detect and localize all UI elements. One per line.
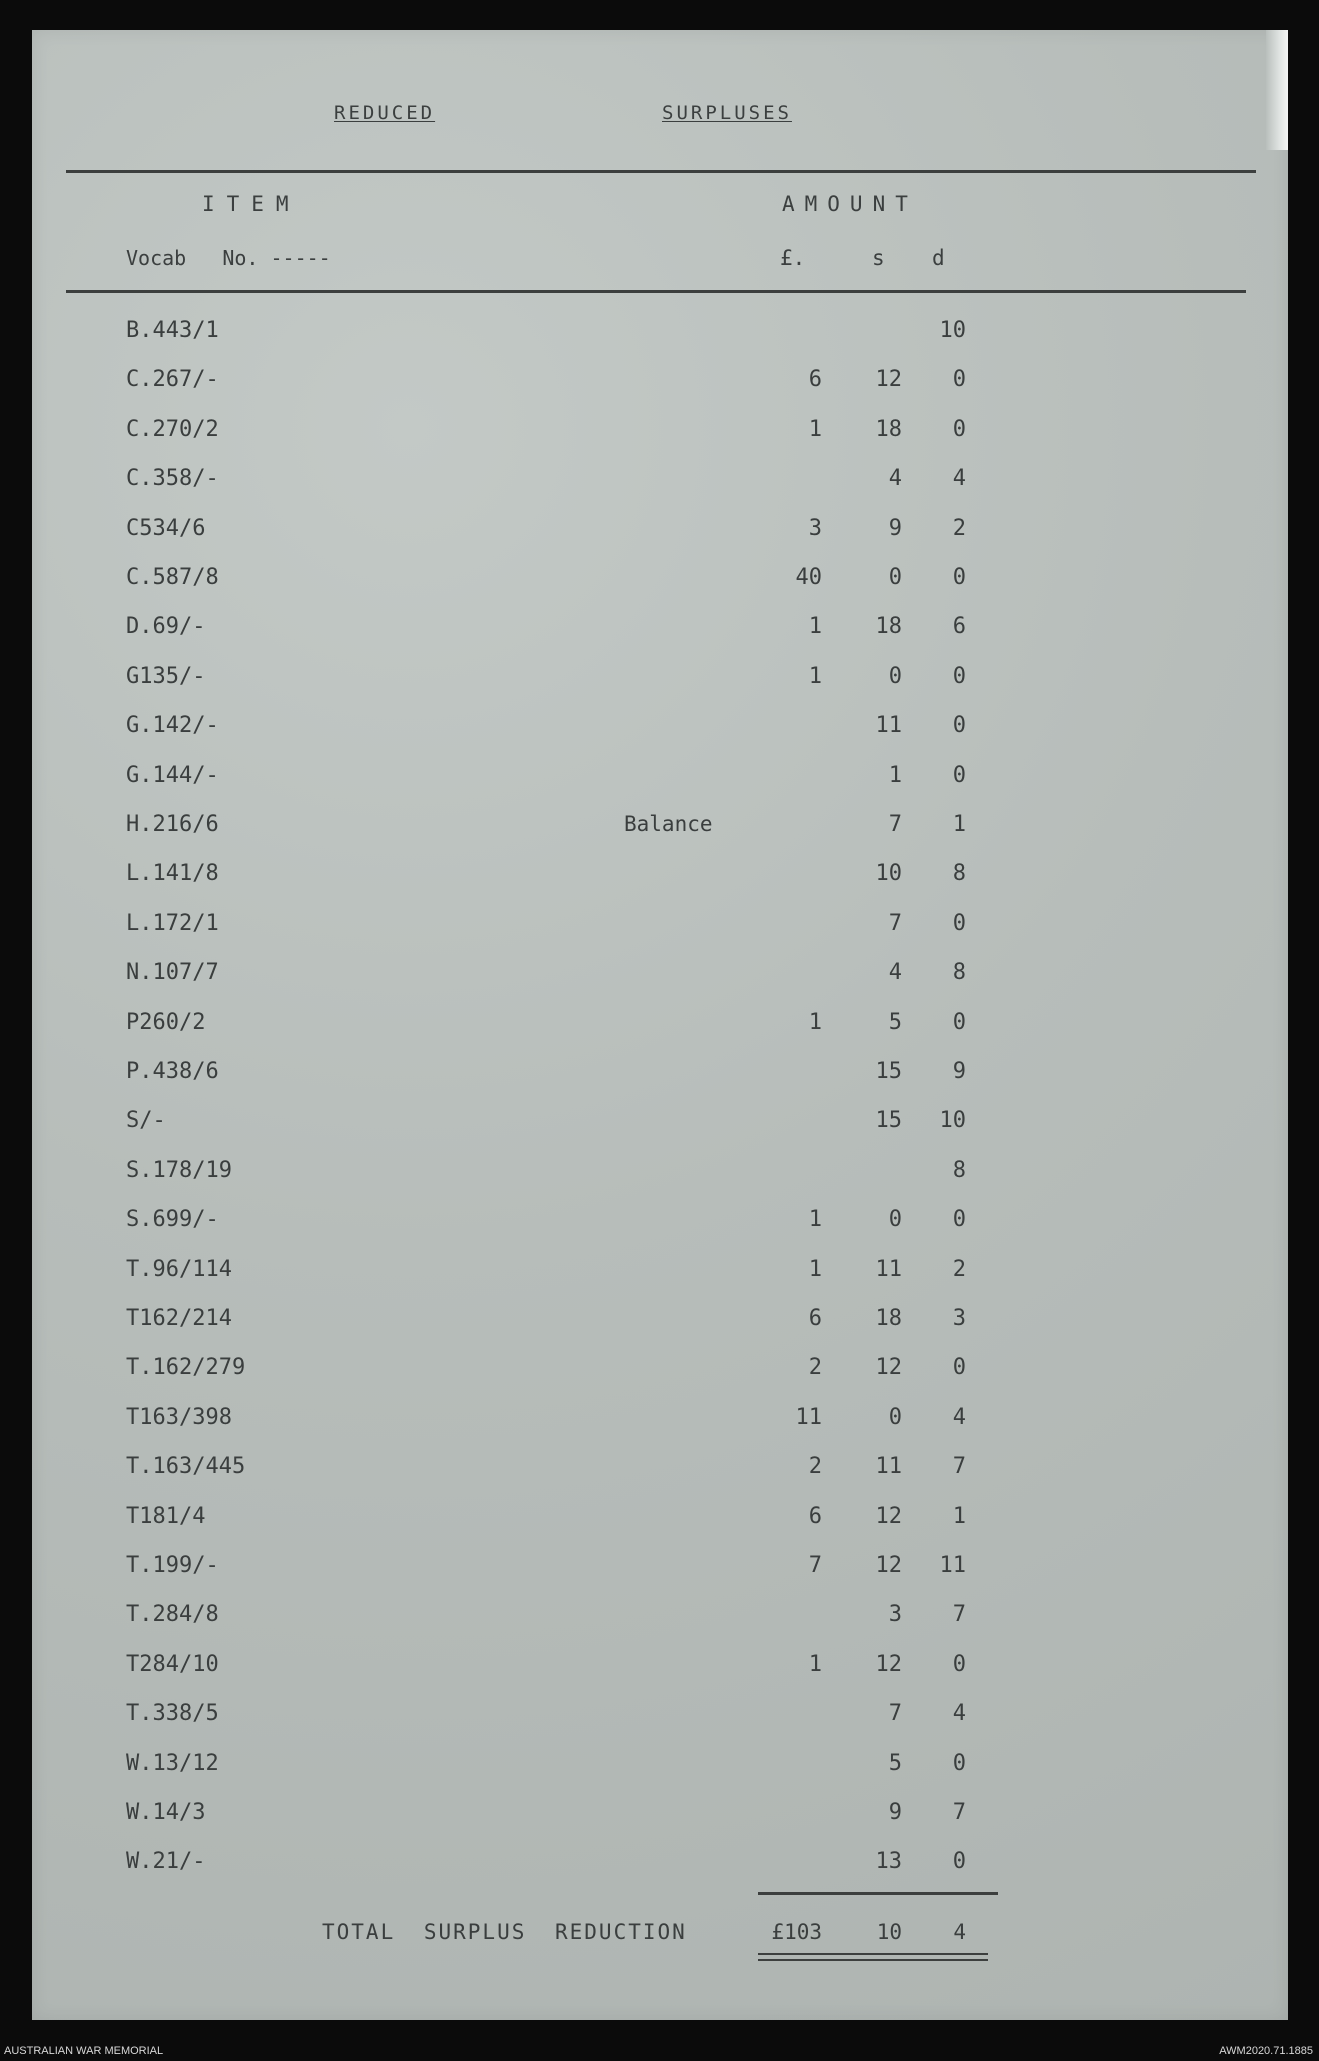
amount-pounds: 7 bbox=[808, 1553, 822, 1578]
item-code: H.216/6 bbox=[126, 812, 219, 837]
table-row bbox=[32, 1841, 1288, 1889]
item-code: T.163/445 bbox=[126, 1454, 246, 1480]
table-row bbox=[32, 1743, 1288, 1791]
amount-pounds: 1 bbox=[808, 1207, 822, 1233]
amount-pence: 2 bbox=[952, 1256, 966, 1282]
table-row bbox=[32, 1002, 1288, 1050]
item-code: B.443/1 bbox=[126, 318, 219, 343]
item-code: G135/- bbox=[126, 663, 206, 689]
amount-pence: 7 bbox=[952, 1602, 966, 1628]
item-code: G.144/- bbox=[126, 762, 219, 788]
table-row bbox=[32, 1051, 1288, 1099]
amount-shillings: 15 bbox=[875, 1059, 902, 1084]
amount-shillings: 11 bbox=[875, 713, 902, 739]
amount-pence: 9 bbox=[952, 1059, 966, 1084]
amount-pence: 0 bbox=[952, 1355, 966, 1381]
amount-shillings: 7 bbox=[888, 812, 902, 837]
amount-pounds: 1 bbox=[808, 614, 822, 640]
table-row bbox=[32, 409, 1288, 457]
item-code: T163/398 bbox=[126, 1404, 232, 1430]
item-code: L.141/8 bbox=[126, 861, 219, 887]
amount-pence: 8 bbox=[952, 1157, 966, 1183]
table-row bbox=[32, 705, 1288, 753]
amount-pounds: 1 bbox=[808, 416, 822, 442]
amount-pence: 7 bbox=[952, 1454, 966, 1480]
item-code: T.162/279 bbox=[126, 1355, 246, 1381]
table-row bbox=[32, 606, 1288, 654]
item-code: T.284/8 bbox=[126, 1602, 219, 1628]
header-item: ITEM bbox=[202, 192, 301, 216]
amount-shillings: 13 bbox=[875, 1849, 902, 1875]
amount-pence: 0 bbox=[952, 416, 966, 442]
item-code: C.587/8 bbox=[126, 565, 219, 590]
amount-pounds: 2 bbox=[808, 1355, 822, 1381]
title-surpluses: SURPLUSES bbox=[662, 102, 792, 124]
amount-pounds: 2 bbox=[808, 1454, 822, 1480]
amount-shillings: 11 bbox=[875, 1256, 902, 1282]
table-row bbox=[32, 1693, 1288, 1741]
table-row bbox=[32, 1397, 1288, 1445]
item-code: T.338/5 bbox=[126, 1701, 219, 1727]
footer-accession-number: AWM2020.71.1885 bbox=[1219, 2045, 1313, 2057]
item-code: S.178/19 bbox=[126, 1157, 232, 1183]
amount-pounds: 6 bbox=[808, 1503, 822, 1529]
table-row bbox=[32, 1347, 1288, 1395]
amount-pence: 0 bbox=[952, 1207, 966, 1233]
amount-pounds: 40 bbox=[795, 565, 822, 590]
table-row bbox=[32, 458, 1288, 506]
total-pounds: £103 bbox=[771, 1920, 822, 1944]
amount-pounds: 3 bbox=[808, 515, 822, 541]
amount-pence: 11 bbox=[939, 1553, 966, 1578]
table-row bbox=[32, 1792, 1288, 1840]
amount-pounds: 1 bbox=[808, 663, 822, 689]
amount-shillings: 12 bbox=[875, 1503, 902, 1529]
table-row bbox=[32, 1644, 1288, 1692]
item-note: Balance bbox=[624, 812, 713, 836]
document-sheet bbox=[32, 30, 1288, 2020]
amount-pounds: 11 bbox=[795, 1404, 822, 1430]
amount-shillings: 0 bbox=[888, 1404, 902, 1430]
item-code: S.699/- bbox=[126, 1207, 219, 1233]
item-code: C.270/2 bbox=[126, 416, 219, 442]
amount-shillings: 7 bbox=[888, 910, 902, 936]
item-code: W.13/12 bbox=[126, 1750, 219, 1776]
amount-pence: 0 bbox=[952, 1849, 966, 1875]
table-row bbox=[32, 508, 1288, 556]
item-code: T.199/- bbox=[126, 1553, 219, 1578]
item-code: P260/2 bbox=[126, 1009, 206, 1035]
amount-shillings: 0 bbox=[888, 565, 902, 590]
paper-curl bbox=[1266, 30, 1288, 150]
item-code: T162/214 bbox=[126, 1306, 232, 1331]
amount-pence: 0 bbox=[952, 762, 966, 788]
table-row bbox=[32, 1298, 1288, 1346]
amount-pence: 0 bbox=[952, 565, 966, 590]
amount-pence: 0 bbox=[952, 1651, 966, 1677]
amount-pounds: 1 bbox=[808, 1651, 822, 1677]
amount-pounds: 1 bbox=[808, 1009, 822, 1035]
total-pence: 4 bbox=[953, 1920, 966, 1944]
amount-shillings: 0 bbox=[888, 663, 902, 689]
item-code: T284/10 bbox=[126, 1651, 219, 1677]
amount-pence: 0 bbox=[952, 713, 966, 739]
table-row bbox=[32, 804, 1288, 852]
header-amount: AMOUNT bbox=[782, 192, 918, 216]
amount-pence: 4 bbox=[952, 1404, 966, 1430]
table-row bbox=[32, 755, 1288, 803]
header-vocab-no: Vocab No. ----- bbox=[126, 246, 331, 270]
table-row bbox=[32, 1496, 1288, 1544]
table-row bbox=[32, 853, 1288, 901]
amount-pence: 0 bbox=[952, 1750, 966, 1776]
table-row bbox=[32, 310, 1288, 358]
item-code: N.107/7 bbox=[126, 960, 219, 986]
amount-shillings: 5 bbox=[888, 1750, 902, 1776]
table-row bbox=[32, 1249, 1288, 1297]
table-row bbox=[32, 903, 1288, 951]
item-code: S/- bbox=[126, 1108, 166, 1134]
document-title bbox=[32, 102, 1288, 132]
amount-shillings: 4 bbox=[888, 960, 902, 986]
item-code: P.438/6 bbox=[126, 1059, 219, 1084]
item-code: T.96/114 bbox=[126, 1256, 232, 1282]
item-code: G.142/- bbox=[126, 713, 219, 739]
item-code: W.21/- bbox=[126, 1849, 206, 1875]
table-row bbox=[32, 952, 1288, 1000]
table-row bbox=[32, 1594, 1288, 1642]
item-code: W.14/3 bbox=[126, 1800, 206, 1825]
amount-pence: 0 bbox=[952, 1009, 966, 1035]
amount-pence: 8 bbox=[952, 861, 966, 887]
title-reduced: REDUCED bbox=[334, 102, 436, 124]
amount-shillings: 12 bbox=[875, 1355, 902, 1381]
total-double-underline-1 bbox=[758, 1953, 988, 1955]
total-top-rule bbox=[758, 1892, 998, 1895]
amount-shillings: 12 bbox=[875, 1651, 902, 1677]
total-shillings: 10 bbox=[876, 1920, 902, 1944]
item-code: T181/4 bbox=[126, 1503, 206, 1529]
amount-pence: 0 bbox=[952, 367, 966, 393]
amount-pence: 8 bbox=[952, 960, 966, 986]
amount-shillings: 12 bbox=[875, 1553, 902, 1578]
amount-pence: 1 bbox=[952, 1503, 966, 1529]
amount-shillings: 9 bbox=[888, 1800, 902, 1825]
table-row bbox=[32, 656, 1288, 704]
amount-pence: 7 bbox=[952, 1800, 966, 1825]
amount-shillings: 12 bbox=[875, 367, 902, 393]
table-row bbox=[32, 359, 1288, 407]
amount-shillings: 18 bbox=[875, 614, 902, 640]
item-code: D.69/- bbox=[126, 614, 206, 640]
table-row bbox=[32, 1199, 1288, 1247]
table-row bbox=[32, 557, 1288, 605]
amount-pence: 1 bbox=[952, 812, 966, 837]
amount-pounds: 6 bbox=[808, 367, 822, 393]
header-shilling: s bbox=[872, 246, 885, 270]
amount-pence: 0 bbox=[952, 910, 966, 936]
amount-shillings: 18 bbox=[875, 416, 902, 442]
amount-pence: 4 bbox=[952, 1701, 966, 1727]
amount-shillings: 11 bbox=[875, 1454, 902, 1480]
amount-shillings: 7 bbox=[888, 1701, 902, 1727]
amount-shillings: 1 bbox=[888, 762, 902, 788]
amount-pence: 0 bbox=[952, 663, 966, 689]
amount-pounds: 1 bbox=[808, 1256, 822, 1282]
amount-shillings: 15 bbox=[875, 1108, 902, 1134]
item-code: C534/6 bbox=[126, 515, 206, 541]
total-label: TOTAL SURPLUS REDUCTION bbox=[322, 1920, 687, 1944]
amount-shillings: 3 bbox=[888, 1602, 902, 1628]
amount-shillings: 9 bbox=[888, 515, 902, 541]
amount-pence: 4 bbox=[952, 466, 966, 492]
table-row bbox=[32, 1150, 1288, 1198]
amount-pounds: 6 bbox=[808, 1306, 822, 1331]
table-row bbox=[32, 1545, 1288, 1593]
item-code: C.358/- bbox=[126, 466, 219, 492]
total-double-underline-2 bbox=[758, 1959, 988, 1961]
table-row bbox=[32, 1446, 1288, 1494]
amount-pence: 10 bbox=[939, 318, 966, 343]
table-row bbox=[32, 1100, 1288, 1148]
footer-institution: AUSTRALIAN WAR MEMORIAL bbox=[4, 2045, 164, 2057]
header-top-rule bbox=[66, 170, 1256, 173]
amount-shillings: 5 bbox=[888, 1009, 902, 1035]
amount-pence: 6 bbox=[952, 614, 966, 640]
item-code: C.267/- bbox=[126, 367, 219, 393]
item-code: L.172/1 bbox=[126, 910, 219, 936]
amount-shillings: 0 bbox=[888, 1207, 902, 1233]
header-pound: £. bbox=[780, 246, 806, 270]
amount-pence: 3 bbox=[952, 1306, 966, 1331]
amount-pence: 10 bbox=[939, 1108, 966, 1134]
amount-shillings: 18 bbox=[875, 1306, 902, 1331]
amount-shillings: 10 bbox=[875, 861, 902, 887]
header-pence: d bbox=[932, 246, 945, 270]
amount-pence: 2 bbox=[952, 515, 966, 541]
amount-shillings: 4 bbox=[888, 466, 902, 492]
header-bottom-rule bbox=[66, 290, 1246, 293]
